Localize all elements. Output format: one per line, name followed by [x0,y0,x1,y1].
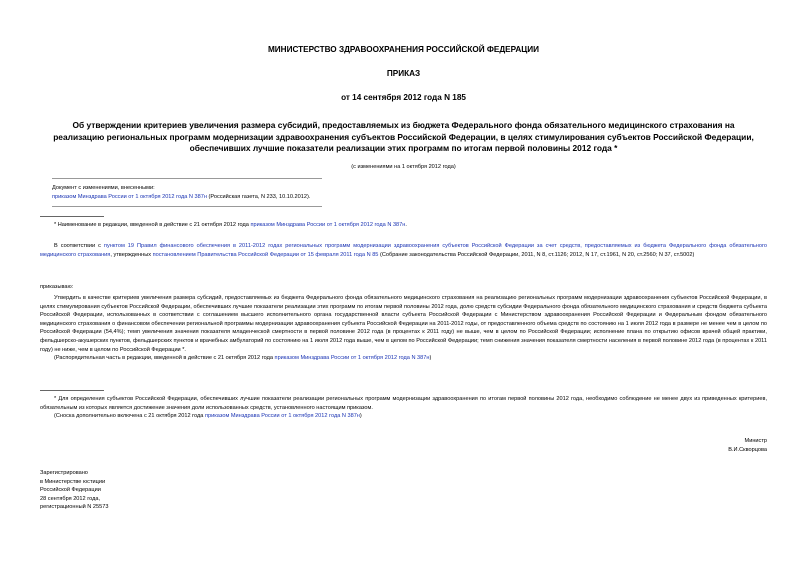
footnote-separator-2 [40,390,104,391]
main-note-end: ) [429,355,432,362]
footnote-2 [40,395,767,421]
divider-bottom [52,206,322,207]
changes-note: (с изменениями на 1 октября 2012 года) [351,164,456,170]
registration-line-4: 28 сентября 2012 года, [40,495,101,502]
doc-changes-label: Документ с изменениями, внесенными: [52,185,155,191]
main-section [40,294,767,363]
registration-line-2: в Министерстве юстиции [40,478,106,485]
doc-changes-source: (Российская газета, N 233, 10.10.2012). [206,193,311,200]
preamble-text-2: , утвержденных [110,251,153,258]
preamble-text-1: В соответствии с [54,243,104,249]
preamble-link-decree[interactable]: постановлением Правительства Российской Федерации от 15 февраля 2011 года N 85 [152,251,379,258]
doc-changes-line [52,193,552,202]
registration-line-1: Зарегистрировано [40,470,88,476]
footnote-2-note-link[interactable]: приказом Минздрава России от 1 октября 2012 года N 387н [204,413,360,420]
preamble [40,242,767,259]
footnote-2-text: * Для определения субъектов Российской Федерации, обеспечивших лучшие показатели реализации региональных программ модернизации здравоохранения по итогам первой половины 2012 года, необходимо соблюдение не менее двух из приведенных критериев, обязательным из которых является достижение значения доли использованных средств, установленного настоящим приказом. [40,396,767,411]
footnote-1 [40,221,767,230]
signature-name: В.И.Скворцова [728,446,767,453]
footnote-2-note-text: (Сноска дополнительно включена с 21 октября 2012 года [54,413,205,420]
order-word: приказываю: [40,284,74,290]
main-note-link[interactable]: приказом Минздрава России от 1 октября 2012 года N 387н [274,355,430,362]
registration-line-3: Российской Федерации [40,487,101,494]
preamble-link-rules[interactable]: пунктом 19 Правил финансового обеспечения в 2011-2012 годах региональных программ модернизации здравоохранения субъектов Российской Федерации за счет средств, предоставляемых из бюджета Федерального фонда обязательного медицинского страхования [40,243,768,258]
main-note [40,354,767,363]
main-text: Утвердить в качестве критериев увеличения размера субсидий, предоставляемых из бюджета Федерального фонда обязательного медицинского страхования на реализацию региональных программ модернизации здравоохранения субъектов Российской Федерации, в целях стимулирования субъектов Российской Федерации, обеспечивших лучшие показатели реализации этих программ по итогам первой половины 2012 года, долю средств субсидии Федерального фонда обязательного медицинского страхования и средств бюджета субъекта Российской Федерации, использованных в соответствии с соглашением высшего исполнительного органа государственной власти субъекта Российской Федерации с Министерством здравоохранения Российской Федерации и Федеральным фондом обязательного медицинского страхования о финансовом обеспечении региональной программы модернизации здравоохранения субъекта Российской Федерации на 2011-2012 годы, от предоставленного объема средств по состоянию на 1 июля 2012 года в размере не менее чем в целом по Российской Федерации (54,4%); темп увеличения значения показателя младенческой смертности в первой половине 2012 года (в процентах к 2011 году) не выше, чем в целом по Российской Федерации; исполнение плана по открытию офисов врачей общей практики, фельдшерско-акушерских пунктов, фельдшерских пунктов и врачебных амбулаторий по состоянию на 1 июля 2012 года выше, чем в целом по Российской Федерации; темп снижения значения показателя смертности населения в первой половине 2012 года (в процентах к 2011 году) не ниже, чем в целом по Российской Федерации *. [40,295,767,353]
ministry-name: МИНИСТЕРСТВО ЗДРАВООХРАНЕНИЯ РОССИЙСКОЙ ФЕДЕРАЦИИ [267,45,540,54]
footnote-1-link[interactable]: приказом Минздрава России от 1 октября 2012 года N 387н [250,222,406,228]
footnote-1-end: . [405,222,407,228]
registration-block [40,469,108,512]
footnote-separator-1 [40,216,104,217]
document-type: ПРИКАЗ [386,69,421,78]
divider-top [52,178,322,179]
registration-line-5: регистрационный N 25573 [40,504,109,511]
doc-changes-block [52,184,552,201]
doc-changes-link[interactable]: приказом Минздрава России от 1 октября 2012 года N 387н [52,193,207,200]
preamble-text-3: (Собрание законодательства Российской Федерации, 2011, N 8, ст.1126; 2012, N 17, ст.1961, N 20, ст.2560; N 37, ст.5002) [378,251,695,258]
signature-role: Министр [744,438,767,444]
document-date: от 14 сентября 2012 года N 185 [341,93,466,102]
footnote-2-note [40,412,767,421]
signature-block [728,437,767,454]
main-note-text: (Распорядительная часть в редакции, введенной в действие с 21 октября 2012 года [54,355,275,362]
footnote-1-text: * Наименование в редакции, введенной в действие с 21 октября 2012 года [54,222,251,228]
document-title: Об утверждении критериев увеличения размера субсидий, предоставляемых из бюджета Федерального фонда обязательного медицинского страхования на реализацию региональных программ модернизации здравоохранения субъектов Российской Федерации, в целях стимулирования субъектов Российской Федерации, обеспечивших лучшие показатели реализации этих программ по итогам первой половины 2012 года * [53,120,754,154]
footnote-2-note-end: ) [359,413,362,420]
